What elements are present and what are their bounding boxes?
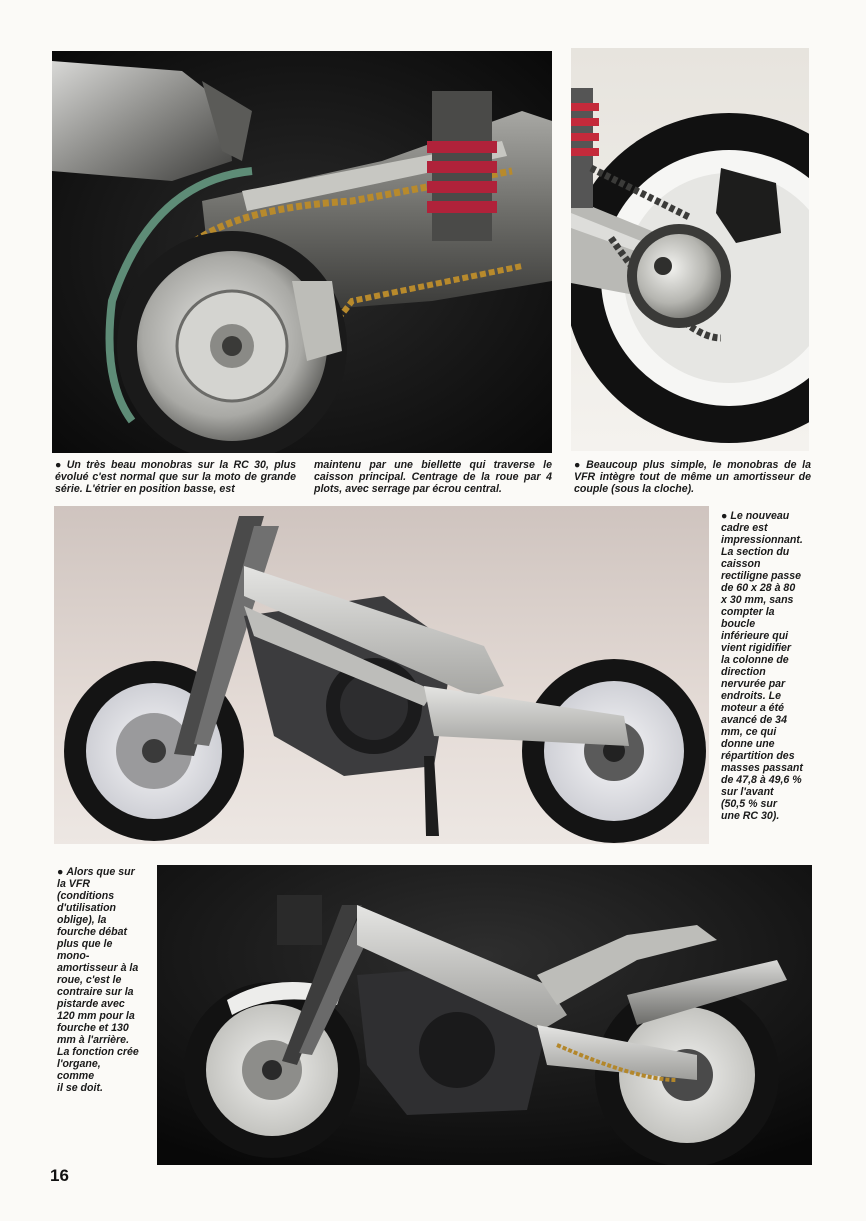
caption-line: mm, ce qui — [721, 726, 777, 738]
bullet-icon: ● — [57, 866, 64, 878]
caption-line: contraire sur la — [57, 986, 134, 998]
caption-line: l'organe, — [57, 1058, 101, 1070]
frame-caption — [721, 510, 861, 822]
full-bike-photo — [157, 865, 812, 1165]
caption-line: (conditions — [57, 890, 115, 902]
rc30-caption-col2: maintenu par une biellette qui traverse le caisson principal. Centrage de la roue par 4 plots, avec serrage par écrou central. — [314, 459, 552, 496]
caption-line: direction — [721, 666, 766, 678]
bullet-icon: ● — [721, 510, 728, 522]
caption-line: rectiligne passe — [721, 570, 802, 582]
caption-line: roue, c'est le — [57, 974, 122, 986]
caption-line: La section du — [721, 546, 790, 558]
caption-line: une RC 30). — [721, 810, 780, 822]
caption-line: (50,5 % sur — [721, 798, 777, 810]
caption-line: répartition des — [721, 750, 795, 762]
caption-line: mm à l'arrière. — [57, 1034, 130, 1046]
caption-line: ● Alors que sur — [57, 866, 135, 878]
caption-line: compter la — [721, 606, 775, 618]
caption-line: x 30 mm, sans — [721, 594, 794, 606]
caption-line: nervurée par — [721, 678, 786, 690]
caption-line: oblige), la — [57, 914, 107, 926]
caption-line: il se doit. — [57, 1082, 103, 1094]
caption-line: pistarde avec — [57, 998, 125, 1010]
frame-side-photo — [54, 506, 709, 844]
vfr-swingarm-photo — [571, 48, 809, 451]
caption-line: plus que le — [57, 938, 113, 950]
caption-line: endroits. Le — [721, 690, 782, 702]
caption-line: sur l'avant — [721, 786, 774, 798]
caption-line: la colonne de — [721, 654, 789, 666]
caption-line: caisson — [721, 558, 761, 570]
caption-line: boucle — [721, 618, 756, 630]
fork-caption — [57, 866, 153, 1094]
caption-line: la VFR — [57, 878, 90, 890]
bullet-icon: ● — [55, 459, 64, 471]
bullet-icon: ● — [574, 459, 584, 471]
rc30-caption-col1: ● Un très beau monobras sur la RC 30, plus évolué c'est normal que sur la moto de grande série. L'étrier en position basse, est — [55, 459, 296, 496]
caption-line: de 60 x 28 à 80 — [721, 582, 796, 594]
caption-line: de 47,8 à 49,6 % — [721, 774, 802, 786]
caption-line: donne une — [721, 738, 775, 750]
caption-line: avancé de 34 — [721, 714, 787, 726]
caption-line: mono- — [57, 950, 90, 962]
caption-line: fourche et 130 — [57, 1022, 129, 1034]
caption-line: d'utilisation — [57, 902, 117, 914]
caption-line: masses passant — [721, 762, 803, 774]
caption-line: amortisseur à la — [57, 962, 139, 974]
caption-line: impressionnant. — [721, 534, 803, 546]
caption-line: inférieure qui — [721, 630, 789, 642]
caption-line: moteur a été — [721, 702, 784, 714]
caption-line: La fonction crée — [57, 1046, 139, 1058]
vfr-caption: ● Beaucoup plus simple, le monobras de la VFR intègre tout de même un amortisseur de couple (sous la cloche). — [574, 459, 811, 496]
caption-line: comme — [57, 1070, 95, 1082]
caption-line: 120 mm pour la — [57, 1010, 135, 1022]
rc30-swingarm-photo — [52, 51, 552, 453]
page-number: 16 — [50, 1166, 69, 1185]
caption-line: cadre est — [721, 522, 768, 534]
caption-line: ● Le nouveau — [721, 510, 790, 522]
caption-line: vient rigidifier — [721, 642, 792, 654]
caption-line: fourche débat — [57, 926, 128, 938]
